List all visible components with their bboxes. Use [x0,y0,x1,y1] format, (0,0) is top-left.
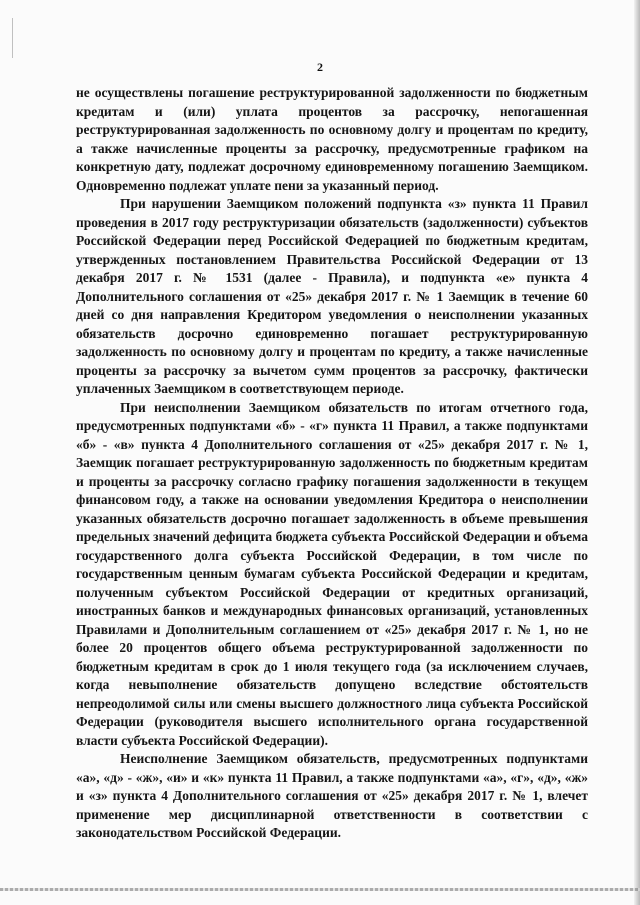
paragraph-nonfulfillment-clause: При неисполнении Заемщиком обязательств по итогам отчетного года, предусмотренных подпунктами «б» - «г» пункта 11 Правил, а также подпунктами «б» - «в» пункта 4 Дополнительного соглашения от «25» декабря 2017 г. № 1, Заемщик погашает реструктурированную задолженность по бюджетным кредитам и проценты за рассрочку согласно графику погашения задолженности в текущем финансовом году, а также на основании уведомления Кредитора о неисполнении указанных обязательств досрочно погашает задолженность в объеме превышения предельных значений дефицита бюджета субъекта Российской Федерации и объема государственного долга субъекта Российской Федерации, в том числе по государственным ценным бумагам субъекта Российской Федерации и кредитам, полученным субъектом Российской Федерации от кредитных организаций, иностранных банков и международных финансовых организаций, установленных Правилами и Дополнительным соглашением от «25» декабря 2017 г. № 1, но не более 20 процентов общего объема реструктурированной задолженности по бюджетным кредитам в срок до 1 июля текущего года (за исключением случаев, когда невыполнение обязательств допущено вследствие обстоятельств непреодолимой силы или смены высшего должностного лица субъекта Российской Федерации (руководителя высшего исполнительного органа государственной власти субъекта Российской Федерации). [76,399,588,748]
paragraph-disciplinary-clause: Неисполнение Заемщиком обязательств, предусмотренных подпунктами «а», «д» - «ж», «и» и «к» пункта 11 Правил, а также подпунктами «а», «г», «д», «ж» и «з» пункта 4 Дополнительного соглашения от «25» декабря 2017 г. № 1, влечет применение мер дисциплинарной ответственности в соответствии с законодательством Российской Федерации. [76,751,588,840]
page-number: 2 [317,60,323,74]
scan-artifact-bottom [0,888,640,891]
document-body [76,84,588,843]
paragraph-violation-clause: При нарушении Заемщиком положений подпункта «з» пункта 11 Правил проведения в 2017 году реструктуризации обязательств (задолженности) субъектов Российской Федерации перед Российской Федерацией по бюджетным кредитам, утвержденных постановлением Правительства Российской Федерации от 13 декабря 2017 г. № 1531 (далее - Правила), и подпункта «е» пункта 4 Дополнительного соглашения от «25» декабря 2017 г. № 1 Заемщик в течение 60 дней со дня направления Кредитором уведомления о неисполнении указанных обязательств досрочно единовременно погашает реструктурированную задолженность по основному долгу и процентам по кредиту, а также начисленные проценты за рассрочку за вычетом сумм процентов за рассрочку, фактически уплаченных Заемщиком в соответствующем периоде. [76,196,588,396]
paragraph-continuation: не осуществлены погашение реструктурированной задолженности по бюджетным кредитам и (или) уплата процентов за рассрочку, непогашенная реструктурированная задолженность по основному долгу и процентам по кредиту, а также начисленные проценты за рассрочку, предусмотренные графиком на конкретную дату, подлежат досрочному единовременному погашению Заемщиком. Одновременно подлежат уплате пени за указанный период. [76,85,588,193]
scan-artifact-right [634,0,640,905]
scan-artifact-left [12,18,13,58]
